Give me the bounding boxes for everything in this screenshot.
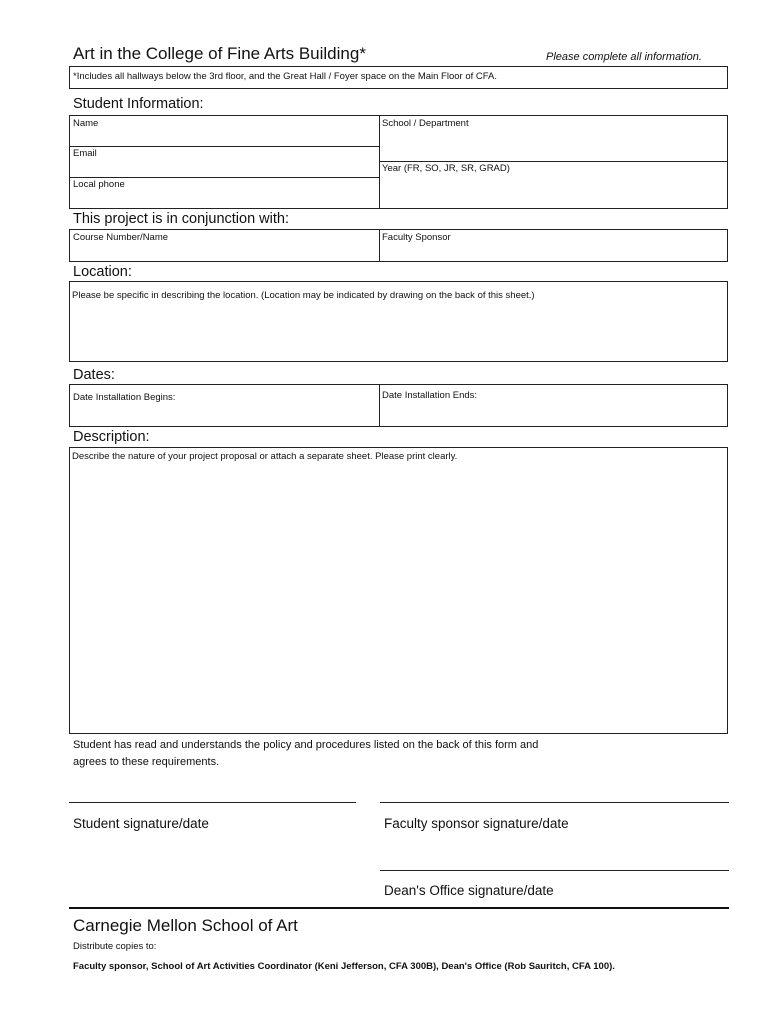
complete-note: Please complete all information. — [546, 51, 702, 63]
school-name: Carnegie Mellon School of Art — [73, 916, 298, 935]
student-signature-line[interactable] — [69, 802, 356, 803]
dean-signature-line[interactable] — [380, 870, 729, 871]
agreement-text — [73, 737, 538, 771]
footnote-box — [69, 66, 728, 89]
student-signature-label: Student signature/date — [73, 816, 209, 831]
faculty-sponsor-field[interactable]: Faculty Sponsor — [382, 232, 451, 243]
faculty-signature-label: Faculty sponsor signature/date — [384, 816, 569, 831]
form-title: Art in the College of Fine Arts Building* — [73, 44, 366, 63]
location-field[interactable] — [69, 281, 728, 362]
agreement-line-2: agrees to these requirements. — [73, 756, 220, 768]
distribute-label: Distribute copies to: — [73, 941, 157, 952]
conjunction-heading: This project is in conjunction with: — [73, 211, 289, 227]
name-field[interactable]: Name — [73, 118, 99, 129]
description-heading: Description: — [73, 429, 150, 445]
student-info-heading: Student Information: — [73, 96, 204, 112]
conjunction-table — [69, 229, 728, 262]
date-begins-field[interactable]: Date Installation Begins: — [73, 392, 176, 403]
year-field[interactable]: Year (FR, SO, JR, SR, GRAD) — [382, 163, 510, 174]
description-field[interactable] — [69, 447, 728, 734]
description-instructions: Describe the nature of your project proposal or attach a separate sheet. Please print clearly. — [72, 451, 458, 462]
student-info-table — [69, 115, 728, 209]
agreement-line-1: Student has read and understands the policy and procedures listed on the back of this form and — [73, 739, 539, 751]
course-field[interactable]: Course Number/Name — [73, 232, 169, 243]
footnote-text: *Includes all hallways below the 3rd floor, and the Great Hall / Foyer space on the Main Floor of CFA. — [73, 71, 498, 82]
dates-table — [69, 384, 728, 427]
school-department-field[interactable]: School / Department — [382, 118, 469, 129]
dean-signature-label: Dean's Office signature/date — [384, 883, 554, 898]
faculty-signature-line[interactable] — [380, 802, 729, 803]
dates-heading: Dates: — [73, 367, 115, 383]
date-ends-field[interactable]: Date Installation Ends: — [382, 390, 478, 401]
recipients-text: Faculty sponsor, School of Art Activities Coordinator (Keni Jefferson, CFA 300B), Dean's Office (Rob Sauritch, CFA 100). — [73, 961, 615, 972]
footer-divider — [69, 907, 729, 909]
location-instructions: Please be specific in describing the location. (Location may be indicated by drawing on the back of this sheet.) — [72, 290, 535, 301]
email-field[interactable]: Email — [73, 148, 97, 159]
location-heading: Location: — [73, 264, 132, 280]
local-phone-field[interactable]: Local phone — [73, 179, 125, 190]
